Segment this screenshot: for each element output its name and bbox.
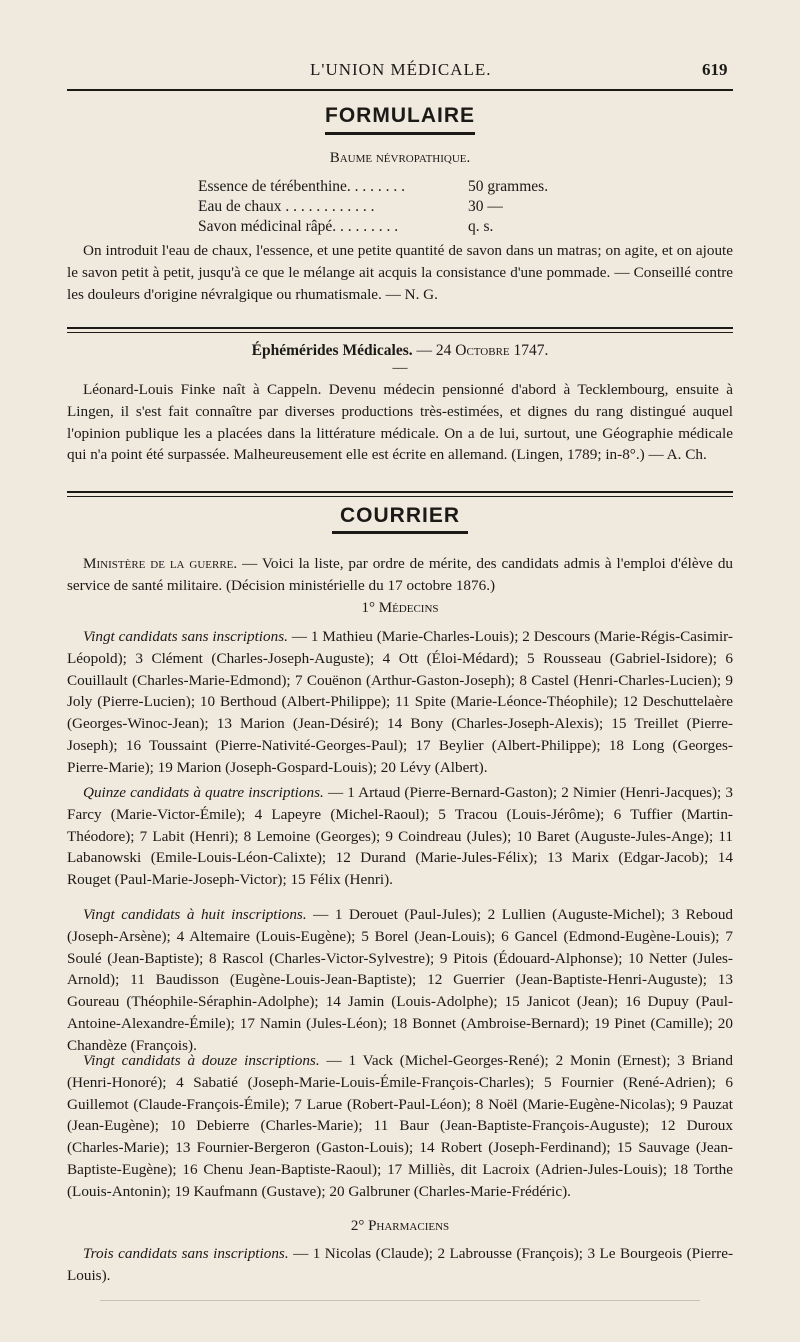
bleed-through-rule: [100, 1300, 700, 1301]
group-list: — 1 Vack (Michel-Georges-René); 2 Monin (Ernest); 3 Briand (Henri-Honoré); 4 Sabatié (Joseph-Marie-Louis-Émile-François-Charles); 5 Fournier (René-Adrien); 6 Guillemot (Claude-François-Émile); 7 Larue (Robert-Paul-Léon); 8 Noël (Marie-Eugène-Nicolas); 9 Pauzat (Jean-Eugène); 10 Debierre (Charles-Marie); 11 Baur (Jean-Baptiste-François-Auguste); 12 Duroux (Charles-Marie); 13 Fournier-Bergeron (Gaston-Louis); 14 Robert (Joseph-Ferdinand); 15 Sauvage (Jean-Baptiste-Eugène); 16 Chenu Jean-Baptiste-Raoul); 17 Milliès, dit Lacroix (Adrien-Jules-Louis); 18 Torthe (Louis-Antonin); 19 Kaufmann (Gustave); 20 Galbruner (Charles-Marie-Frédéric).: [67, 1052, 733, 1200]
ministry-label: Ministère de la guerre.: [83, 555, 238, 572]
ephemerides-title: Éphémérides Médicales.: [251, 342, 413, 359]
ingredient-row: [198, 178, 588, 196]
group-list: — 1 Nicolas (Claude); 2 Labrousse (François); 3 Le Bourgeois (Pierre-Louis).: [67, 1245, 734, 1284]
courrier-intro: [67, 553, 733, 597]
ingredient-name: Eau de chaux . . . . . . . . . . . .: [198, 198, 375, 215]
section-medecins: 1° Médecins: [361, 600, 439, 616]
courrier-title-rule: [332, 531, 468, 534]
group-label: Quinze candidats à quatre inscriptions.: [83, 784, 324, 801]
ephemerides-heading: [150, 342, 650, 360]
formulaire-title-rule: [325, 132, 475, 135]
journal-title: L'UNION MÉDICALE.: [310, 60, 492, 79]
group-list: — 1 Mathieu (Marie-Charles-Louis); 2 Descours (Marie-Régis-Casimir-Léopold); 3 Clément (Charles-Joseph-Auguste); 4 Ott (Éloi-Médard); 5 Rousseau (Gabriel-Isidore); 6 Couillault (Charles-Marie-Edmond); 7 Couënon (Arthur-Gaston-Joseph); 8 Castel (Henri-Charles-Lucien); 9 Joly (Pierre-Lucien); 10 Berthoud (Albert-Philippe); 11 Spite (Marie-Léonce-Théophile); 12 Deschuttelaère (Georges-Winoc-Jean); 13 Marion (Jean-Désiré); 14 Bony (Charles-Joseph-Alexis); 15 Treillet (Pierre-Joseph); 16 Toussaint (Pierre-Nativité-Georges-Paul); 17 Beylier (Albert-Philippe); 18 Long (Georges-Pierre-Marie); 19 Marion (Joseph-Gospard-Louis); 20 Lévy (Albert).: [67, 628, 733, 776]
ingredient-row: [198, 218, 588, 236]
header-rule: [67, 89, 733, 91]
group-label: Vingt candidats à douze inscriptions.: [83, 1052, 320, 1069]
courrier-title: COURRIER: [339, 504, 460, 527]
ministry-text: — Voici la liste, par ordre de mérite, des candidats admis à l'emploi d'élève du service de santé militaire. (Décision ministérielle du 17 octobre 1876.): [67, 555, 734, 594]
ingredient-row: [198, 198, 588, 216]
ingredient-name: Savon médicinal râpé. . . . . . . . .: [198, 218, 399, 235]
section-pharmaciens: 2° Pharmaciens: [350, 1218, 450, 1234]
candidate-group: [67, 904, 733, 1057]
group-list: — 1 Derouet (Paul-Jules); 2 Lullien (Auguste-Michel); 3 Reboud (Joseph-Arsène); 4 Altemaire (Louis-Eugène); 5 Borel (Jean-Louis); 6 Gancel (Edmond-Eugène-Louis); 7 Soulé (Jean-Baptiste); 8 Rascol (Charles-Victor-Sylvestre); 9 Pitois (Édouard-Alphonse); 10 Netter (Jules-Arnold); 11 Baudisson (Eugène-Louis-Jean-Baptiste); 12 Guerrier (Jean-Baptiste-Henri-Auguste); 13 Goureau (Théophile-Séraphin-Adolphe); 14 Jamin (Louis-Adolphe); 15 Janicot (Jean); 16 Dupuy (Paul-Antoine-Alexandre-Émile); 17 Namin (Jules-Léon); 18 Bonnet (Ambroise-Bernard); 19 Pinet (Camille); 20 Chandèze (François).: [67, 906, 734, 1054]
section-rule: [67, 327, 733, 329]
page-number: 619: [702, 60, 728, 79]
ingredient-qty: q. s.: [468, 218, 494, 235]
group-label: Vingt candidats à huit inscriptions.: [83, 906, 307, 923]
ephemerides-dash: —: [392, 360, 408, 376]
section-rule: [67, 491, 733, 493]
pharmacist-group: [67, 1243, 733, 1287]
ephemerides-text: Léonard-Louis Finke naît à Cappeln. Devenu médecin pensionné d'abord à Tecklembourg, ensuite à Lingen, il s'est fait connaître par diverses productions très-estimées, et dignes du rang distingué auquel l'opinion publique les a placées dans la littérature médicale. On a de lui, surtout, une Géographie médicale qui n'a point été surpassée. Malheureusement elle est écrite en allemand. (Lingen, 1789; in-8°.) — A. Ch.: [67, 381, 733, 464]
formulaire-title: FORMULAIRE: [325, 104, 475, 127]
group-list: — 1 Artaud (Pierre-Bernard-Gaston); 2 Nimier (Henri-Jacques); 3 Farcy (Marie-Victor-Émile); 4 Lapeyre (Michel-Raoul); 5 Tracou (Louis-Jérôme); 6 Tuffier (Martin-Théodore); 7 Labit (Henri); 8 Lemoine (Georges); 9 Coindreau (Jules); 10 Baret (Auguste-Jules-Ange); 11 Labanowski (Emile-Louis-Léon-Calixte); 12 Durand (Marie-Jules-Félix); 13 Marix (Edgar-Jacob); 14 Rouget (Paul-Marie-Joseph-Victor); 15 Félix (Henri).: [67, 784, 734, 889]
page-header: [0, 58, 800, 86]
candidate-group: [67, 782, 733, 891]
ingredient-name: Essence de térébenthine. . . . . . . .: [198, 178, 406, 195]
ingredient-qty: 50 grammes.: [468, 178, 549, 195]
section-rule: [67, 332, 733, 333]
group-label: Vingt candidats sans inscriptions.: [83, 628, 288, 645]
candidate-group: [67, 626, 733, 779]
section-rule: [67, 496, 733, 497]
ingredient-qty: 30 —: [468, 198, 503, 215]
group-label: Trois candidats sans inscriptions.: [83, 1245, 289, 1262]
recipe-name: Baume névropathique.: [329, 150, 471, 166]
formulaire-text: On introduit l'eau de chaux, l'essence, et une petite quantité de savon dans un matras; on agite, et on ajoute le savon petit à petit, jusqu'à ce que le mélange ait acquis la consistance d'une pommade. — Conseillé contre les douleurs d'origine névralgique ou rhumatismale. — N. G.: [67, 242, 733, 303]
candidate-group: [67, 1050, 733, 1203]
ephemerides-date: — 24 Octobre 1747.: [416, 342, 549, 359]
